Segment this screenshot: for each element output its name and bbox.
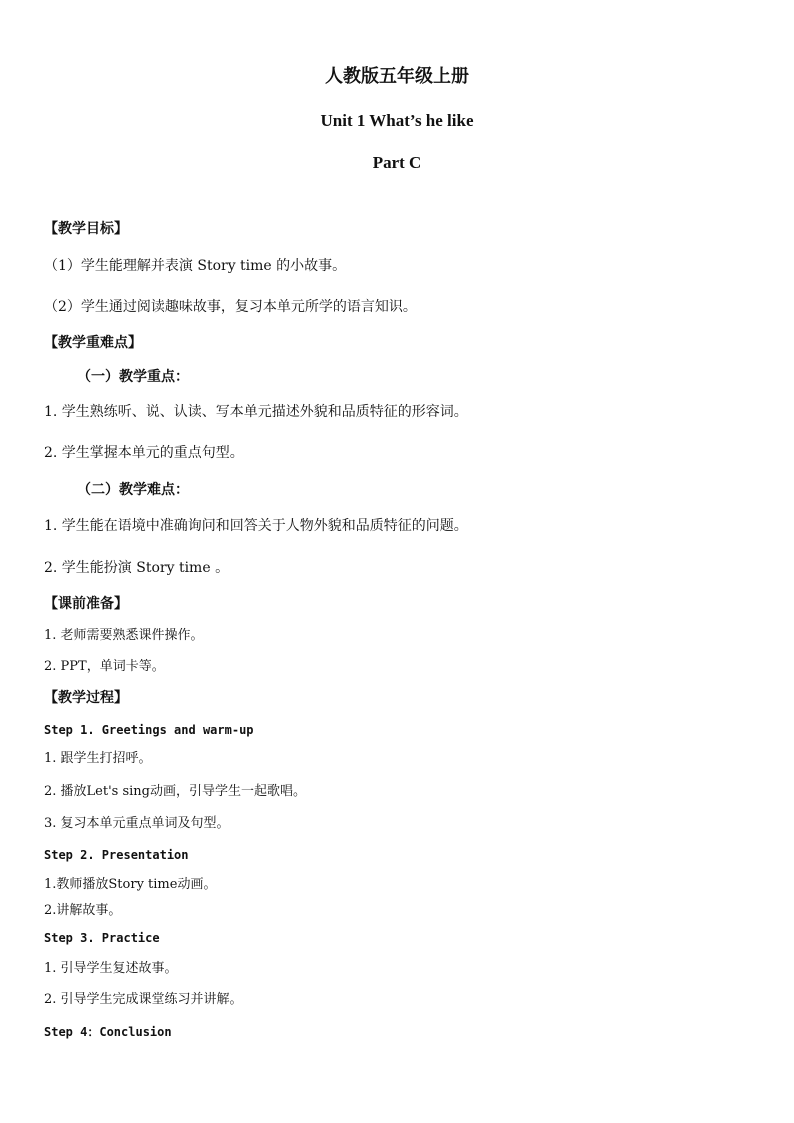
step-1-item-1: 1. 跟学生打招呼。 (44, 751, 152, 766)
step-1-item-2: 2. 播放Let's sing动画，引导学生一起歌唱。 (44, 784, 306, 799)
step-3-item-2: 2. 引导学生完成课堂练习并讲解。 (44, 992, 243, 1007)
preparation-item-2: 2. PPT，单词卡等。 (44, 659, 165, 674)
difficulty-heading: （二）教学难点： (77, 482, 189, 498)
step-2-item-1: 1.教师播放Story time动画。 (44, 877, 217, 892)
step-3-item-1: 1. 引导学生复述故事。 (44, 961, 178, 976)
step-2-item-2: 2.讲解故事。 (44, 903, 122, 918)
preparation-heading: 【课前准备】 (44, 596, 128, 612)
difficulty-item-1: 1. 学生能在语境中准确询问和回答关于人物外貌和品质特征的问题。 (44, 518, 468, 534)
key-points-heading: 【教学重难点】 (44, 335, 142, 351)
objective-item-1: （1）学生能理解并表演 Story time 的小故事。 (44, 258, 347, 274)
objectives-heading: 【教学目标】 (44, 221, 128, 237)
process-heading: 【教学过程】 (44, 690, 128, 706)
focus-item-1: 1. 学生熟练听、说、认读、写本单元描述外貌和品质特征的形容词。 (44, 404, 468, 420)
document-title: 人教版五年级上册 (325, 66, 469, 87)
step-1-title: Step 1. Greetings and warm-up (44, 723, 254, 737)
step-2-title: Step 2. Presentation (44, 848, 189, 862)
step-4-title: Step 4：Conclusion (44, 1025, 172, 1039)
preparation-item-1: 1. 老师需要熟悉课件操作。 (44, 628, 204, 643)
objective-item-2: （2）学生通过阅读趣味故事，复习本单元所学的语言知识。 (44, 299, 417, 315)
part-title: Part C (372, 153, 422, 172)
unit-title: Unit 1 What’s he like (320, 111, 474, 130)
step-3-title: Step 3. Practice (44, 931, 160, 945)
step-1-item-3: 3. 复习本单元重点单词及句型。 (44, 816, 230, 831)
difficulty-item-2: 2. 学生能扮演 Story time 。 (44, 560, 230, 576)
focus-item-2: 2. 学生掌握本单元的重点句型。 (44, 445, 244, 461)
focus-heading: （一）教学重点： (77, 369, 189, 385)
